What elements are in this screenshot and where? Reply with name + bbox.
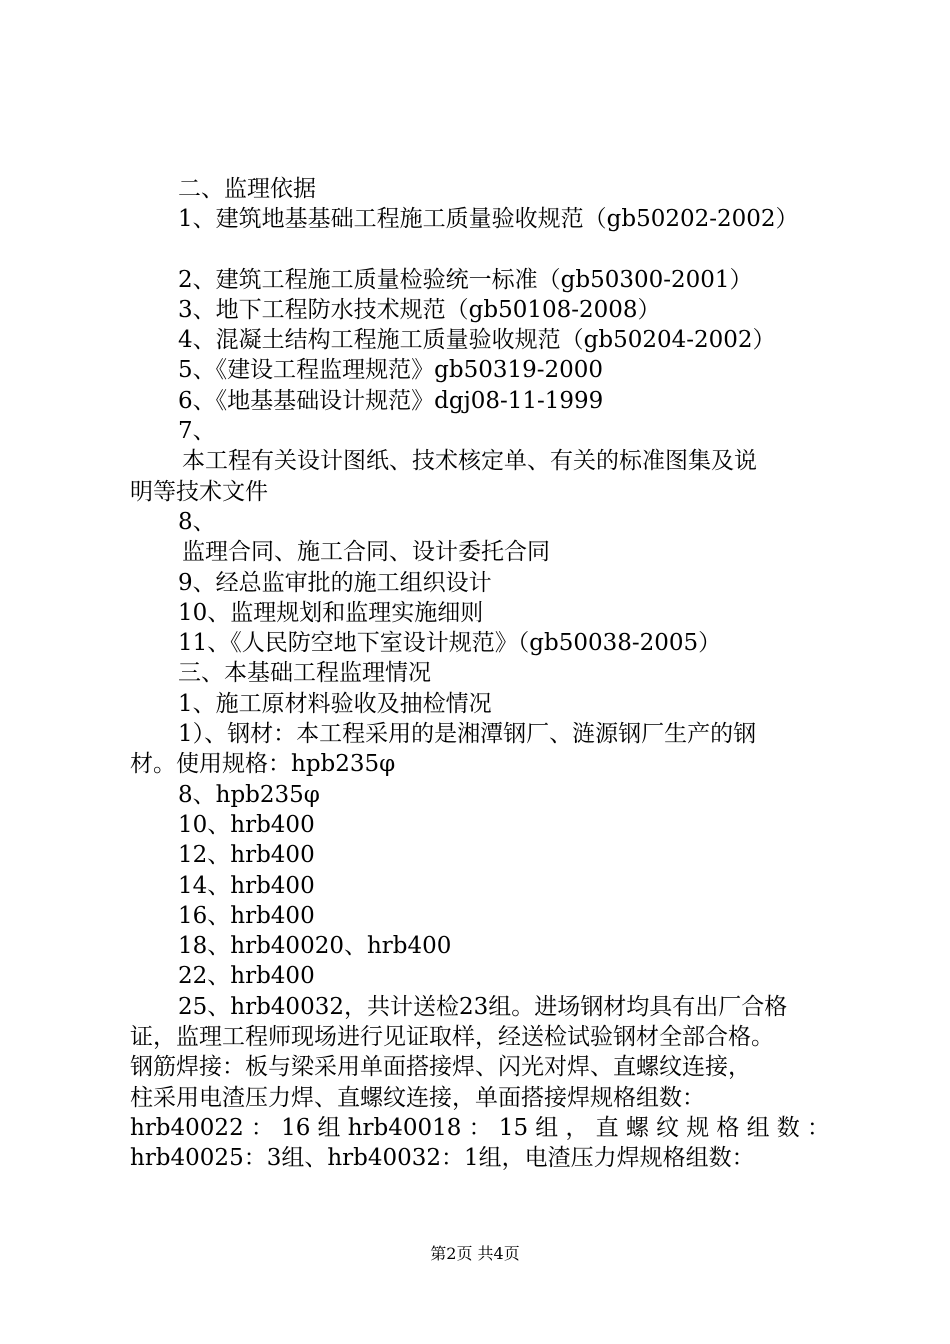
- paragraph-line: 1）、钢材：本工程采用的是湘潭钢厂、涟源钢厂生产的钢: [178, 721, 757, 748]
- spec-line: 12、hrb400: [178, 842, 315, 869]
- page-footer: 第2页 共4页: [430, 1244, 520, 1263]
- list-item: 7、: [178, 418, 216, 445]
- spec-line: 14、hrb400: [178, 872, 315, 899]
- subsection-heading: 1、施工原材料验收及抽检情况: [178, 690, 492, 717]
- spec-line: 10、hrb400: [178, 811, 315, 838]
- list-item: 11、《人民防空地下室设计规范》（gb50038-2005）: [178, 630, 722, 657]
- list-item: 10、监理规划和监理实施细则: [178, 599, 484, 626]
- paragraph-line: 钢筋焊接：板与梁采用单面搭接焊、闪光对焊、直螺纹连接，: [130, 1054, 751, 1081]
- spec-line: 8、hpb235φ: [178, 781, 320, 808]
- paragraph-line: 证，监理工程师现场进行见证取样，经送检试验钢材全部合格。: [130, 1024, 774, 1051]
- list-item: 9、经总监审批的施工组织设计: [178, 569, 492, 596]
- paragraph-line: 柱采用电渣压力焊、直螺纹连接，单面搭接焊规格组数：: [130, 1084, 705, 1111]
- paragraph-line: hrb40022：16组hrb40018：15组，直螺纹规格组数：: [130, 1114, 830, 1141]
- spec-line: 22、hrb400: [178, 963, 315, 990]
- spec-line: 16、hrb400: [178, 902, 315, 929]
- paragraph-line: 监理合同、施工合同、设计委托合同: [182, 539, 550, 566]
- list-item: 8、: [178, 508, 216, 535]
- paragraph-line: hrb40025：3组、hrb40032：1组，电渣压力焊规格组数：: [130, 1145, 755, 1172]
- list-item: 2、建筑工程施工质量检验统一标准（gb50300-2001）: [178, 266, 753, 293]
- paragraph-line: 明等技术文件: [130, 478, 268, 505]
- paragraph-line: 25、hrb40032，共计送检23组。进场钢材均具有出厂合格: [178, 993, 788, 1020]
- list-item: 3、地下工程防水技术规范（gb50108-2008）: [178, 296, 661, 323]
- list-item: 4、混凝土结构工程施工质量验收规范（gb50204-2002）: [178, 327, 776, 354]
- section-heading: 二、监理依据: [178, 176, 316, 202]
- spec-line: 18、hrb40020、hrb400: [178, 933, 452, 960]
- blank-line: [130, 235, 830, 265]
- document-body: [130, 174, 830, 1174]
- list-item: 5、《建设工程监理规范》gb50319-2000: [178, 357, 604, 384]
- list-item: 6、《地基基础设计规范》dgj08-11-1999: [178, 387, 604, 414]
- paragraph-line: 材。使用规格：hpb235φ: [130, 751, 396, 778]
- section-heading: 三、本基础工程监理情况: [178, 660, 431, 687]
- list-item: 1、建筑地基基础工程施工质量验收规范（gb50202-2002）: [178, 206, 799, 233]
- paragraph-line: 本工程有关设计图纸、技术核定单、有关的标准图集及说: [182, 448, 757, 475]
